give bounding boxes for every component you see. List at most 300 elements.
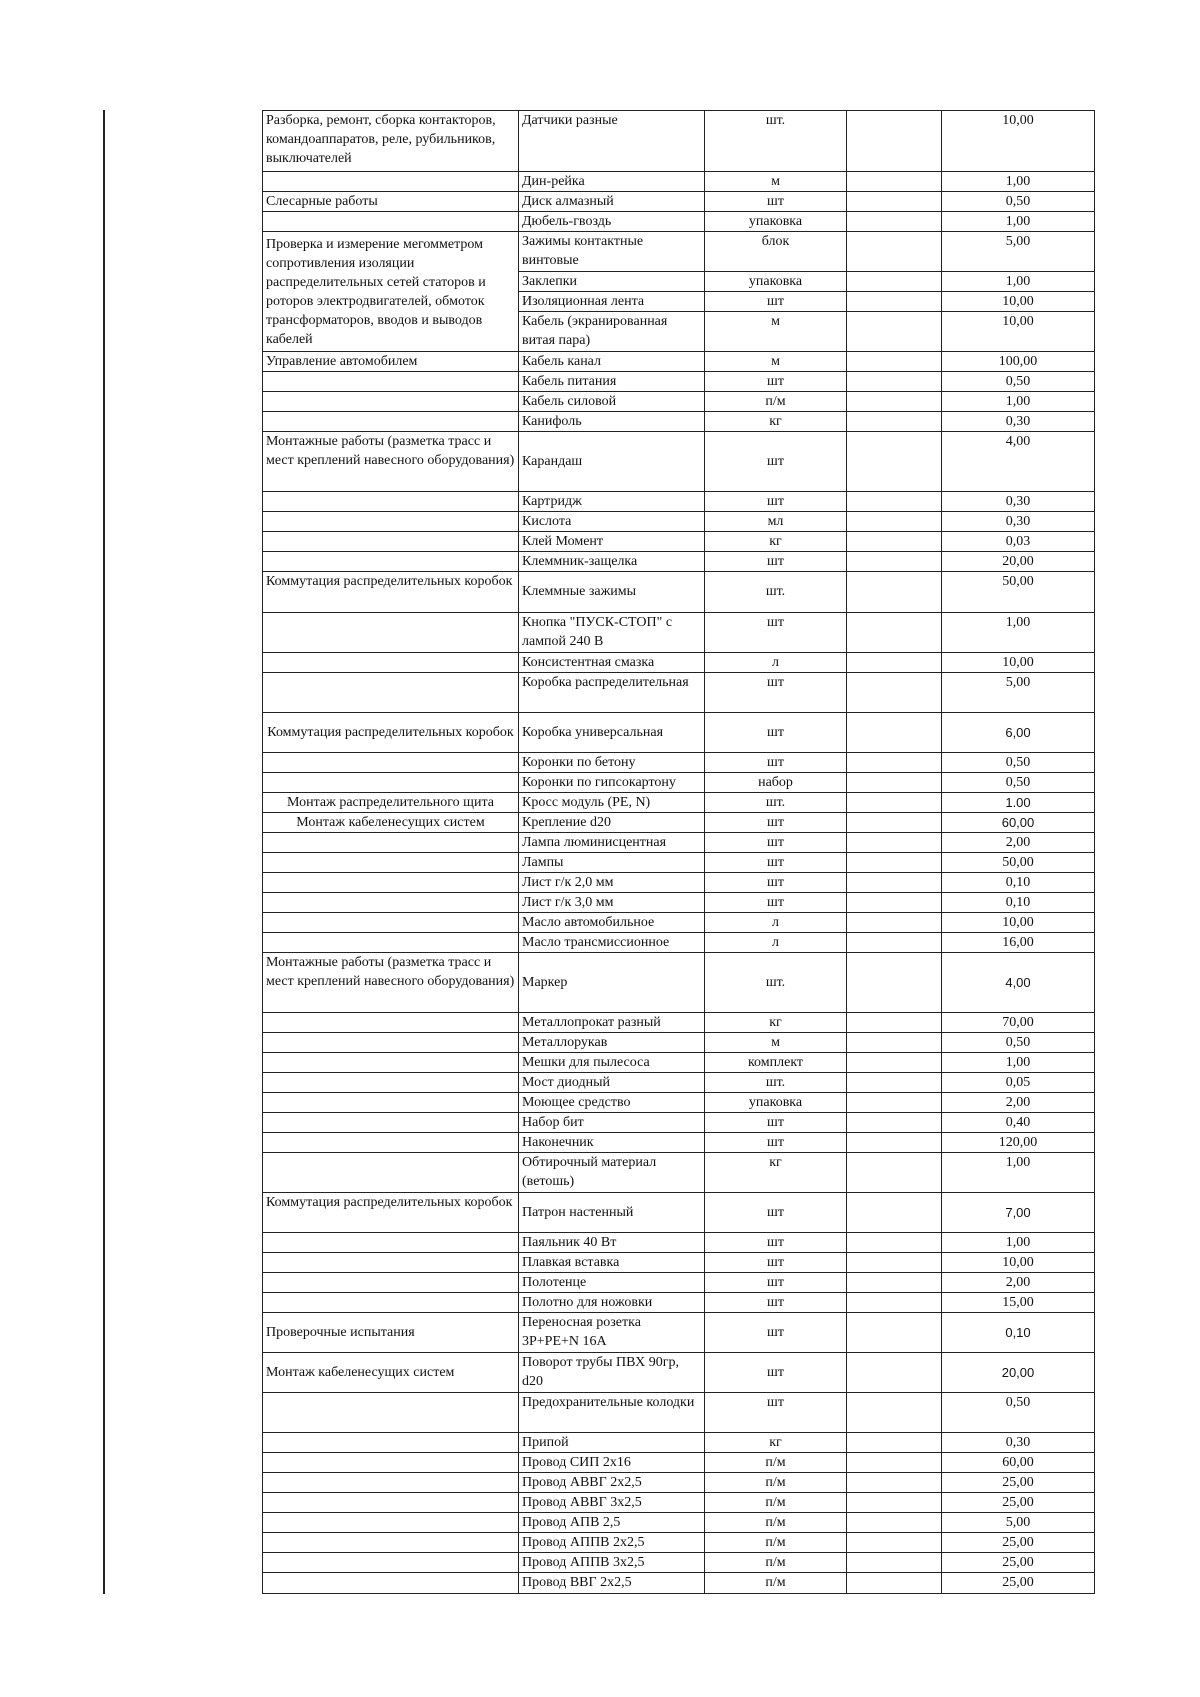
quantity-cell: 0,50 xyxy=(942,192,1095,212)
unit-cell: п/м xyxy=(705,392,847,412)
empty-cell xyxy=(847,672,942,712)
empty-cell xyxy=(847,952,942,1012)
empty-cell xyxy=(847,1193,942,1233)
material-cell: Кабель (экранированная витая пара) xyxy=(519,312,705,352)
unit-cell: шт xyxy=(705,1112,847,1132)
table-row xyxy=(263,1473,1095,1493)
table-row xyxy=(263,352,1095,372)
material-cell: Провод АППВ 2х2,5 xyxy=(519,1533,705,1553)
table-row xyxy=(263,912,1095,932)
table-row xyxy=(263,1513,1095,1533)
quantity-cell: 50,00 xyxy=(942,852,1095,872)
unit-cell: п/м xyxy=(705,1453,847,1473)
material-cell: Коронки по бетону xyxy=(519,752,705,772)
unit-cell: шт xyxy=(705,712,847,752)
work-cell: Коммутация распределительных коробок xyxy=(263,572,519,612)
quantity-cell: 0,50 xyxy=(942,772,1095,792)
empty-cell xyxy=(847,1533,942,1553)
quantity-cell: 1,00 xyxy=(942,172,1095,192)
work-cell xyxy=(263,532,519,552)
material-cell: Коробка распределительная xyxy=(519,672,705,712)
material-cell: Набор бит xyxy=(519,1112,705,1132)
table-row xyxy=(263,232,1095,272)
material-cell: Провод СИП 2х16 xyxy=(519,1453,705,1473)
empty-cell xyxy=(847,872,942,892)
table-row xyxy=(263,1353,1095,1393)
material-cell: Зажимы контактные винтовые xyxy=(519,232,705,272)
material-cell: Масло трансмиссионное xyxy=(519,932,705,952)
quantity-cell: 10,00 xyxy=(942,652,1095,672)
table-row xyxy=(263,1012,1095,1032)
material-cell: Переносная розетка 3P+PE+N 16A xyxy=(519,1313,705,1353)
quantity-cell: 20,00 xyxy=(942,552,1095,572)
material-cell: Провод АППВ 3х2,5 xyxy=(519,1553,705,1573)
table-row xyxy=(263,1533,1095,1553)
table-row xyxy=(263,872,1095,892)
table-row xyxy=(263,492,1095,512)
empty-cell xyxy=(847,752,942,772)
quantity-cell: 0,05 xyxy=(942,1072,1095,1092)
quantity-cell: 1,00 xyxy=(942,1233,1095,1253)
quantity-cell: 10,00 xyxy=(942,312,1095,352)
work-cell xyxy=(263,1153,519,1193)
table-row xyxy=(263,1032,1095,1052)
quantity-cell: 1,00 xyxy=(942,612,1095,652)
quantity-cell: 5,00 xyxy=(942,672,1095,712)
table-row xyxy=(263,1193,1095,1233)
unit-cell: п/м xyxy=(705,1553,847,1573)
material-cell: Кабель питания xyxy=(519,372,705,392)
empty-cell xyxy=(847,352,942,372)
work-cell: Слесарные работы xyxy=(263,192,519,212)
empty-cell xyxy=(847,172,942,192)
table-row xyxy=(263,392,1095,412)
material-cell: Клеммник-защелка xyxy=(519,552,705,572)
work-cell xyxy=(263,412,519,432)
quantity-cell: 0,10 xyxy=(942,892,1095,912)
material-cell: Кислота xyxy=(519,512,705,532)
work-cell xyxy=(263,1293,519,1313)
unit-cell: шт xyxy=(705,492,847,512)
material-cell: Металлопрокат разный xyxy=(519,1012,705,1032)
empty-cell xyxy=(847,512,942,532)
table-row xyxy=(263,432,1095,492)
empty-cell xyxy=(847,292,942,312)
empty-cell xyxy=(847,1032,942,1052)
left-margin-line xyxy=(103,110,105,1594)
table-row xyxy=(263,532,1095,552)
unit-cell: шт xyxy=(705,1293,847,1313)
quantity-cell: 1,00 xyxy=(942,1052,1095,1072)
material-cell: Коронки по гипсокартону xyxy=(519,772,705,792)
material-cell: Плавкая вставка xyxy=(519,1253,705,1273)
material-cell: Лист г/к 2,0 мм xyxy=(519,872,705,892)
material-cell: Маркер xyxy=(519,952,705,1012)
table-row xyxy=(263,1233,1095,1253)
empty-cell xyxy=(847,912,942,932)
material-cell: Карандаш xyxy=(519,432,705,492)
work-cell xyxy=(263,1032,519,1052)
empty-cell xyxy=(847,1493,942,1513)
work-cell xyxy=(263,512,519,532)
materials-table xyxy=(262,110,1095,1594)
work-cell xyxy=(263,932,519,952)
material-cell: Клей Момент xyxy=(519,532,705,552)
empty-cell xyxy=(847,432,942,492)
table-row xyxy=(263,1433,1095,1453)
unit-cell: м xyxy=(705,172,847,192)
quantity-cell: 50,00 xyxy=(942,572,1095,612)
work-cell xyxy=(263,1393,519,1433)
unit-cell: шт xyxy=(705,812,847,832)
work-cell xyxy=(263,752,519,772)
unit-cell: кг xyxy=(705,1433,847,1453)
unit-cell: кг xyxy=(705,1153,847,1193)
quantity-cell: 0,30 xyxy=(942,1433,1095,1453)
work-cell xyxy=(263,372,519,392)
work-cell xyxy=(263,1573,519,1594)
empty-cell xyxy=(847,1573,942,1594)
work-cell: Проверка и измерение мегомметром сопротивления изоляции распределительных сетей статоров и роторов электродвигателей, обмоток трансформаторов, вводов и выводов кабелей xyxy=(263,232,519,352)
unit-cell: шт xyxy=(705,1313,847,1353)
table-row xyxy=(263,512,1095,532)
empty-cell xyxy=(847,412,942,432)
empty-cell xyxy=(847,492,942,512)
quantity-cell: 20,00 xyxy=(942,1353,1095,1393)
unit-cell: блок xyxy=(705,232,847,272)
empty-cell xyxy=(847,832,942,852)
work-cell: Монтажные работы (разметка трасс и мест креплений навесного оборудования) xyxy=(263,952,519,1012)
empty-cell xyxy=(847,532,942,552)
unit-cell: мл xyxy=(705,512,847,532)
unit-cell: упаковка xyxy=(705,272,847,292)
quantity-cell: 0,50 xyxy=(942,752,1095,772)
table-row xyxy=(263,1573,1095,1594)
quantity-cell: 10,00 xyxy=(942,292,1095,312)
unit-cell: шт xyxy=(705,1273,847,1293)
quantity-cell: 15,00 xyxy=(942,1293,1095,1313)
empty-cell xyxy=(847,272,942,292)
unit-cell: шт xyxy=(705,292,847,312)
work-cell: Коммутация распределительных коробок xyxy=(263,1193,519,1233)
empty-cell xyxy=(847,111,942,172)
empty-cell xyxy=(847,892,942,912)
work-cell xyxy=(263,1233,519,1253)
work-cell xyxy=(263,1493,519,1513)
unit-cell: шт xyxy=(705,612,847,652)
quantity-cell: 0,30 xyxy=(942,492,1095,512)
empty-cell xyxy=(847,1353,942,1393)
quantity-cell: 0,30 xyxy=(942,512,1095,532)
unit-cell: кг xyxy=(705,1012,847,1032)
material-cell: Датчики разные xyxy=(519,111,705,172)
empty-cell xyxy=(847,1233,942,1253)
quantity-cell: 7,00 xyxy=(942,1193,1095,1233)
table-row xyxy=(263,952,1095,1012)
quantity-cell: 16,00 xyxy=(942,932,1095,952)
empty-cell xyxy=(847,392,942,412)
table-row xyxy=(263,792,1095,812)
material-cell: Кабель силовой xyxy=(519,392,705,412)
quantity-cell: 6,00 xyxy=(942,712,1095,752)
table-row xyxy=(263,412,1095,432)
unit-cell: кг xyxy=(705,532,847,552)
empty-cell xyxy=(847,1092,942,1112)
material-cell: Патрон настенный xyxy=(519,1193,705,1233)
quantity-cell: 10,00 xyxy=(942,1253,1095,1273)
work-cell xyxy=(263,1453,519,1473)
unit-cell: шт xyxy=(705,872,847,892)
table-row xyxy=(263,1553,1095,1573)
empty-cell xyxy=(847,1393,942,1433)
work-cell xyxy=(263,1553,519,1573)
table-row xyxy=(263,1293,1095,1313)
material-cell: Металлорукав xyxy=(519,1032,705,1052)
unit-cell: шт. xyxy=(705,111,847,172)
unit-cell: п/м xyxy=(705,1573,847,1594)
work-cell xyxy=(263,1473,519,1493)
work-cell xyxy=(263,1092,519,1112)
material-cell: Паяльник 40 Вт xyxy=(519,1233,705,1253)
materials-table-body xyxy=(263,111,1095,1594)
work-cell xyxy=(263,672,519,712)
material-cell: Полотенце xyxy=(519,1273,705,1293)
unit-cell: л xyxy=(705,932,847,952)
table-row xyxy=(263,1153,1095,1193)
material-cell: Кабель канал xyxy=(519,352,705,372)
table-row xyxy=(263,1112,1095,1132)
empty-cell xyxy=(847,212,942,232)
material-cell: Припой xyxy=(519,1433,705,1453)
quantity-cell: 70,00 xyxy=(942,1012,1095,1032)
material-cell: Заклепки xyxy=(519,272,705,292)
empty-cell xyxy=(847,1433,942,1453)
material-cell: Провод АВВГ 2х2,5 xyxy=(519,1473,705,1493)
unit-cell: п/м xyxy=(705,1513,847,1533)
material-cell: Картридж xyxy=(519,492,705,512)
empty-cell xyxy=(847,372,942,392)
work-cell: Монтаж кабеленесущих систем xyxy=(263,812,519,832)
work-cell xyxy=(263,1533,519,1553)
unit-cell: шт xyxy=(705,432,847,492)
unit-cell: шт xyxy=(705,1233,847,1253)
material-cell: Провод ВВГ 2х2,5 xyxy=(519,1573,705,1594)
quantity-cell: 25,00 xyxy=(942,1533,1095,1553)
table-row xyxy=(263,1052,1095,1072)
empty-cell xyxy=(847,1253,942,1273)
unit-cell: шт xyxy=(705,1253,847,1273)
unit-cell: м xyxy=(705,1032,847,1052)
work-cell xyxy=(263,492,519,512)
table-row xyxy=(263,372,1095,392)
empty-cell xyxy=(847,812,942,832)
empty-cell xyxy=(847,1273,942,1293)
work-cell: Монтажные работы (разметка трасс и мест креплений навесного оборудования) xyxy=(263,432,519,492)
material-cell: Провод АПВ 2,5 xyxy=(519,1513,705,1533)
work-cell: Коммутация распределительных коробок xyxy=(263,712,519,752)
unit-cell: шт. xyxy=(705,792,847,812)
table-row xyxy=(263,672,1095,712)
work-cell xyxy=(263,212,519,232)
work-cell xyxy=(263,872,519,892)
material-cell: Лист г/к 3,0 мм xyxy=(519,892,705,912)
empty-cell xyxy=(847,192,942,212)
unit-cell: м xyxy=(705,352,847,372)
work-cell: Проверочные испытания xyxy=(263,1313,519,1353)
work-cell xyxy=(263,1112,519,1132)
unit-cell: упаковка xyxy=(705,212,847,232)
work-cell xyxy=(263,892,519,912)
unit-cell: шт xyxy=(705,832,847,852)
unit-cell: шт. xyxy=(705,1072,847,1092)
empty-cell xyxy=(847,1473,942,1493)
empty-cell xyxy=(847,932,942,952)
empty-cell xyxy=(847,1293,942,1313)
material-cell: Обтирочный материал (ветошь) xyxy=(519,1153,705,1193)
quantity-cell: 1.00 xyxy=(942,792,1095,812)
empty-cell xyxy=(847,1453,942,1473)
quantity-cell: 25,00 xyxy=(942,1473,1095,1493)
unit-cell: п/м xyxy=(705,1493,847,1513)
quantity-cell: 1,00 xyxy=(942,1153,1095,1193)
material-cell: Лампы xyxy=(519,852,705,872)
empty-cell xyxy=(847,1153,942,1193)
unit-cell: шт xyxy=(705,1353,847,1393)
material-cell: Моющее средство xyxy=(519,1092,705,1112)
material-cell: Клеммные зажимы xyxy=(519,572,705,612)
quantity-cell: 0,10 xyxy=(942,872,1095,892)
empty-cell xyxy=(847,232,942,272)
quantity-cell: 10,00 xyxy=(942,111,1095,172)
work-cell xyxy=(263,1433,519,1453)
table-row xyxy=(263,1132,1095,1152)
quantity-cell: 5,00 xyxy=(942,232,1095,272)
empty-cell xyxy=(847,1313,942,1353)
quantity-cell: 2,00 xyxy=(942,1273,1095,1293)
empty-cell xyxy=(847,1012,942,1032)
quantity-cell: 60,00 xyxy=(942,1453,1095,1473)
work-cell xyxy=(263,852,519,872)
quantity-cell: 0,10 xyxy=(942,1313,1095,1353)
table-row xyxy=(263,652,1095,672)
work-cell xyxy=(263,392,519,412)
quantity-cell: 10,00 xyxy=(942,912,1095,932)
empty-cell xyxy=(847,552,942,572)
empty-cell xyxy=(847,792,942,812)
table-row xyxy=(263,192,1095,212)
quantity-cell: 25,00 xyxy=(942,1553,1095,1573)
material-cell: Наконечник xyxy=(519,1132,705,1152)
quantity-cell: 0,30 xyxy=(942,412,1095,432)
table-row xyxy=(263,1313,1095,1353)
empty-cell xyxy=(847,1052,942,1072)
table-row xyxy=(263,892,1095,912)
table-row xyxy=(263,212,1095,232)
unit-cell: п/м xyxy=(705,1473,847,1493)
empty-cell xyxy=(847,1553,942,1573)
unit-cell: шт. xyxy=(705,952,847,1012)
table-row xyxy=(263,812,1095,832)
work-cell xyxy=(263,1052,519,1072)
work-cell xyxy=(263,1513,519,1533)
unit-cell: шт xyxy=(705,192,847,212)
material-cell: Провод АВВГ 3х2,5 xyxy=(519,1493,705,1513)
table-row xyxy=(263,1273,1095,1293)
material-cell: Поворот трубы ПВХ 90гр, d20 xyxy=(519,1353,705,1393)
table-row xyxy=(263,832,1095,852)
quantity-cell: 120,00 xyxy=(942,1132,1095,1152)
empty-cell xyxy=(847,1072,942,1092)
material-cell: Коробка универсальная xyxy=(519,712,705,752)
table-row xyxy=(263,612,1095,652)
quantity-cell: 60,00 xyxy=(942,812,1095,832)
material-cell: Масло автомобильное xyxy=(519,912,705,932)
table-row xyxy=(263,1453,1095,1473)
table-row xyxy=(263,852,1095,872)
work-cell xyxy=(263,172,519,192)
unit-cell: л xyxy=(705,912,847,932)
unit-cell: шт xyxy=(705,852,847,872)
work-cell: Монтаж кабеленесущих систем xyxy=(263,1353,519,1393)
quantity-cell: 5,00 xyxy=(942,1513,1095,1533)
work-cell xyxy=(263,1253,519,1273)
quantity-cell: 2,00 xyxy=(942,832,1095,852)
unit-cell: шт xyxy=(705,1193,847,1233)
empty-cell xyxy=(847,652,942,672)
material-cell: Дюбель-гвоздь xyxy=(519,212,705,232)
empty-cell xyxy=(847,572,942,612)
unit-cell: шт xyxy=(705,672,847,712)
table-row xyxy=(263,772,1095,792)
empty-cell xyxy=(847,1513,942,1533)
empty-cell xyxy=(847,1132,942,1152)
quantity-cell: 1,00 xyxy=(942,272,1095,292)
work-cell xyxy=(263,1273,519,1293)
material-cell: Полотно для ножовки xyxy=(519,1293,705,1313)
quantity-cell: 4,00 xyxy=(942,432,1095,492)
quantity-cell: 25,00 xyxy=(942,1573,1095,1594)
quantity-cell: 25,00 xyxy=(942,1493,1095,1513)
table-row xyxy=(263,172,1095,192)
unit-cell: шт xyxy=(705,372,847,392)
material-cell: Мешки для пылесоса xyxy=(519,1052,705,1072)
quantity-cell: 100,00 xyxy=(942,352,1095,372)
material-cell: Предохранительные колодки xyxy=(519,1393,705,1433)
quantity-cell: 0,50 xyxy=(942,1393,1095,1433)
table-row xyxy=(263,552,1095,572)
unit-cell: п/м xyxy=(705,1533,847,1553)
material-cell: Кросс модуль (PE, N) xyxy=(519,792,705,812)
empty-cell xyxy=(847,312,942,352)
quantity-cell: 1,00 xyxy=(942,212,1095,232)
empty-cell xyxy=(847,1112,942,1132)
table-row xyxy=(263,572,1095,612)
quantity-cell: 0,03 xyxy=(942,532,1095,552)
work-cell xyxy=(263,552,519,572)
unit-cell: упаковка xyxy=(705,1092,847,1112)
work-cell: Управление автомобилем xyxy=(263,352,519,372)
quantity-cell: 0,40 xyxy=(942,1112,1095,1132)
work-cell xyxy=(263,1012,519,1032)
work-cell xyxy=(263,1072,519,1092)
work-cell xyxy=(263,912,519,932)
material-cell: Лампа люминисцентная xyxy=(519,832,705,852)
quantity-cell: 0,50 xyxy=(942,1032,1095,1052)
material-cell: Крепление d20 xyxy=(519,812,705,832)
table-row xyxy=(263,752,1095,772)
work-cell: Разборка, ремонт, сборка контакторов, командоаппаратов, реле, рубильников, выключателей xyxy=(263,111,519,172)
unit-cell: шт xyxy=(705,1393,847,1433)
